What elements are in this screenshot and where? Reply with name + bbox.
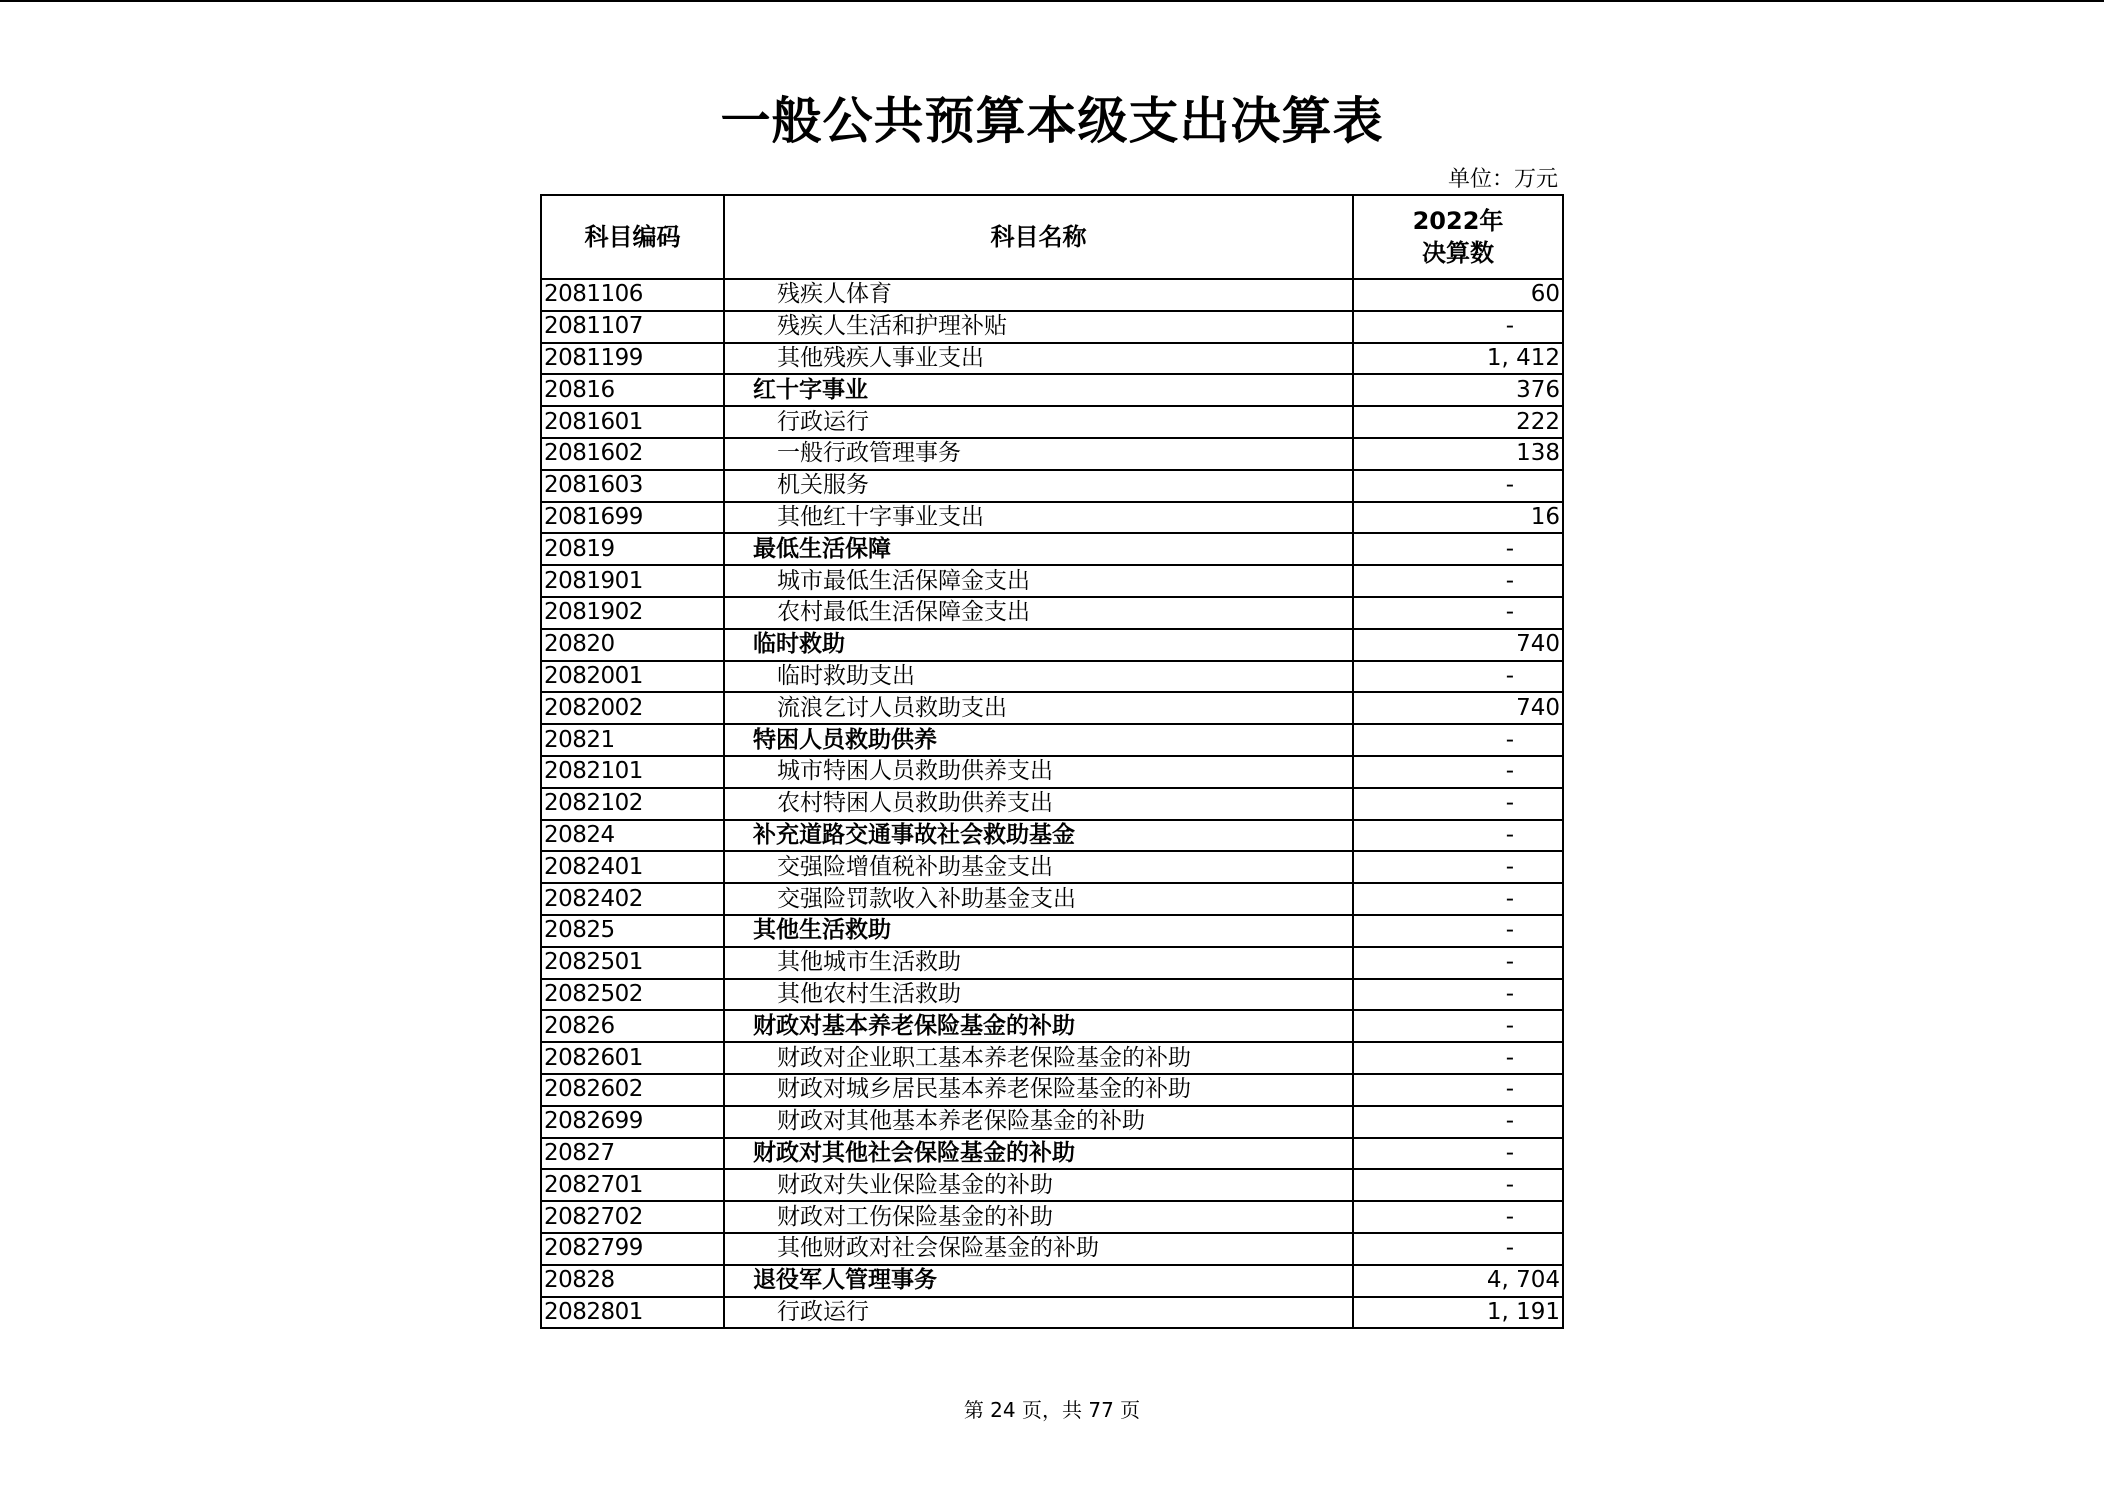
row-name-cell: 财政对失业保险基金的补助 <box>724 1169 1353 1201</box>
table-row <box>541 279 1563 311</box>
row-code-cell: 2082501 <box>541 947 724 979</box>
row-amount-cell: - <box>1353 533 1563 565</box>
row-name-cell: 其他生活救助 <box>724 915 1353 947</box>
row-code-cell: 20819 <box>541 533 724 565</box>
row-name-cell: 财政对工伤保险基金的补助 <box>724 1201 1353 1233</box>
table-row <box>541 406 1563 438</box>
row-code-cell: 20827 <box>541 1138 724 1170</box>
row-amount-cell: 740 <box>1353 692 1563 724</box>
row-code-cell: 2082102 <box>541 788 724 820</box>
row-code-cell: 2081602 <box>541 438 724 470</box>
row-amount-cell: - <box>1353 1233 1563 1265</box>
table-row <box>541 343 1563 375</box>
row-amount-cell: - <box>1353 565 1563 597</box>
table-row <box>541 1106 1563 1138</box>
table-row <box>541 374 1563 406</box>
table-row <box>541 756 1563 788</box>
row-code-cell: 20828 <box>541 1265 724 1297</box>
row-amount-cell: - <box>1353 979 1563 1011</box>
header-name: 科目名称 <box>724 195 1353 279</box>
row-amount-cell: - <box>1353 1138 1563 1170</box>
row-code-cell: 2082699 <box>541 1106 724 1138</box>
table-row <box>541 438 1563 470</box>
row-amount-cell: - <box>1353 1042 1563 1074</box>
table-row <box>541 311 1563 343</box>
row-code-cell: 2082701 <box>541 1169 724 1201</box>
row-code-cell: 20820 <box>541 629 724 661</box>
header-amount-year: 2022年 <box>1412 207 1504 235</box>
row-code-cell: 2082101 <box>541 756 724 788</box>
row-amount-cell: - <box>1353 1201 1563 1233</box>
table-header <box>541 195 1563 279</box>
table-row <box>541 883 1563 915</box>
table-row <box>541 1042 1563 1074</box>
row-name-cell: 其他残疾人事业支出 <box>724 343 1353 375</box>
row-amount-cell: - <box>1353 756 1563 788</box>
row-amount-cell: 138 <box>1353 438 1563 470</box>
table-row <box>541 1138 1563 1170</box>
row-amount-cell: 1, 412 <box>1353 343 1563 375</box>
row-code-cell: 2082799 <box>541 1233 724 1265</box>
row-code-cell: 2081902 <box>541 597 724 629</box>
row-name-cell: 财政对城乡居民基本养老保险基金的补助 <box>724 1074 1353 1106</box>
row-amount-cell: - <box>1353 597 1563 629</box>
row-amount-cell: 1, 191 <box>1353 1297 1563 1329</box>
row-name-cell: 行政运行 <box>724 406 1353 438</box>
row-code-cell: 20826 <box>541 1010 724 1042</box>
row-amount-cell: - <box>1353 820 1563 852</box>
row-name-cell: 最低生活保障 <box>724 533 1353 565</box>
header-code: 科目编码 <box>541 195 724 279</box>
row-amount-cell: - <box>1353 1074 1563 1106</box>
row-name-cell: 临时救助 <box>724 629 1353 661</box>
header-row <box>541 195 1563 279</box>
page-number-text: 第 24 页，共 77 页 <box>963 1398 1141 1422</box>
row-code-cell: 2081106 <box>541 279 724 311</box>
row-code-cell: 2081199 <box>541 343 724 375</box>
row-amount-cell: - <box>1353 311 1563 343</box>
row-code-cell: 2082402 <box>541 883 724 915</box>
row-amount-cell: - <box>1353 1106 1563 1138</box>
row-name-cell: 财政对企业职工基本养老保险基金的补助 <box>724 1042 1353 1074</box>
row-amount-cell: 740 <box>1353 629 1563 661</box>
row-code-cell: 2082801 <box>541 1297 724 1329</box>
table-row <box>541 1169 1563 1201</box>
table-row <box>541 947 1563 979</box>
page-footer <box>0 1396 2104 1424</box>
page-title: 一般公共预算本级支出决算表 <box>720 92 1384 150</box>
top-border-line <box>0 0 2104 2</box>
row-name-cell: 城市最低生活保障金支出 <box>724 565 1353 597</box>
table-row <box>541 629 1563 661</box>
row-amount-cell: 60 <box>1353 279 1563 311</box>
row-name-cell: 一般行政管理事务 <box>724 438 1353 470</box>
row-name-cell: 交强险增值税补助基金支出 <box>724 851 1353 883</box>
row-name-cell: 农村最低生活保障金支出 <box>724 597 1353 629</box>
table-row <box>541 1010 1563 1042</box>
row-amount-cell: - <box>1353 788 1563 820</box>
row-code-cell: 2082602 <box>541 1074 724 1106</box>
table-row <box>541 820 1563 852</box>
row-amount-cell: - <box>1353 851 1563 883</box>
row-code-cell: 2081901 <box>541 565 724 597</box>
row-amount-cell: - <box>1353 883 1563 915</box>
table-row <box>541 1297 1563 1329</box>
row-code-cell: 2081601 <box>541 406 724 438</box>
row-name-cell: 其他红十字事业支出 <box>724 502 1353 534</box>
row-name-cell: 残疾人生活和护理补贴 <box>724 311 1353 343</box>
row-name-cell: 流浪乞讨人员救助支出 <box>724 692 1353 724</box>
table-body <box>541 279 1563 1328</box>
row-amount-cell: - <box>1353 947 1563 979</box>
row-amount-cell: 16 <box>1353 502 1563 534</box>
table-row <box>541 1074 1563 1106</box>
row-amount-cell: - <box>1353 661 1563 693</box>
row-code-cell: 2082601 <box>541 1042 724 1074</box>
row-name-cell: 农村特困人员救助供养支出 <box>724 788 1353 820</box>
row-name-cell: 机关服务 <box>724 470 1353 502</box>
row-code-cell: 2082401 <box>541 851 724 883</box>
header-amount <box>1353 195 1563 279</box>
row-amount-cell: - <box>1353 915 1563 947</box>
row-name-cell: 城市特困人员救助供养支出 <box>724 756 1353 788</box>
row-name-cell: 特困人员救助供养 <box>724 724 1353 756</box>
table-row <box>541 502 1563 534</box>
row-code-cell: 2081107 <box>541 311 724 343</box>
row-name-cell: 交强险罚款收入补助基金支出 <box>724 883 1353 915</box>
row-name-cell: 其他农村生活救助 <box>724 979 1353 1011</box>
table-row <box>541 1265 1563 1297</box>
row-name-cell: 退役军人管理事务 <box>724 1265 1353 1297</box>
table-row <box>541 661 1563 693</box>
row-amount-cell: 4, 704 <box>1353 1265 1563 1297</box>
table-row <box>541 470 1563 502</box>
row-code-cell: 2082702 <box>541 1201 724 1233</box>
row-amount-cell: - <box>1353 1010 1563 1042</box>
table-row <box>541 979 1563 1011</box>
row-code-cell: 20816 <box>541 374 724 406</box>
row-name-cell: 财政对其他社会保险基金的补助 <box>724 1138 1353 1170</box>
unit-label: 单位：万元 <box>1447 167 1558 192</box>
table-row <box>541 533 1563 565</box>
row-name-cell: 其他财政对社会保险基金的补助 <box>724 1233 1353 1265</box>
table-row <box>541 692 1563 724</box>
budget-table <box>540 194 1564 1329</box>
table-row <box>541 851 1563 883</box>
row-name-cell: 财政对其他基本养老保险基金的补助 <box>724 1106 1353 1138</box>
row-name-cell: 其他城市生活救助 <box>724 947 1353 979</box>
table-row <box>541 565 1563 597</box>
table-row <box>541 915 1563 947</box>
row-name-cell: 补充道路交通事故社会救助基金 <box>724 820 1353 852</box>
row-amount-cell: 222 <box>1353 406 1563 438</box>
row-amount-cell: - <box>1353 724 1563 756</box>
row-amount-cell: - <box>1353 1169 1563 1201</box>
header-amount-label: 决算数 <box>1422 239 1494 267</box>
row-amount-cell: 376 <box>1353 374 1563 406</box>
table-row <box>541 1233 1563 1265</box>
row-code-cell: 2081603 <box>541 470 724 502</box>
row-code-cell: 2082001 <box>541 661 724 693</box>
row-name-cell: 红十字事业 <box>724 374 1353 406</box>
row-code-cell: 20821 <box>541 724 724 756</box>
row-name-cell: 财政对基本养老保险基金的补助 <box>724 1010 1353 1042</box>
table-row <box>541 724 1563 756</box>
row-name-cell: 行政运行 <box>724 1297 1353 1329</box>
row-code-cell: 20824 <box>541 820 724 852</box>
row-code-cell: 20825 <box>541 915 724 947</box>
row-code-cell: 2082002 <box>541 692 724 724</box>
row-name-cell: 临时救助支出 <box>724 661 1353 693</box>
table-row <box>541 1201 1563 1233</box>
table-row <box>541 597 1563 629</box>
table-row <box>541 788 1563 820</box>
row-amount-cell: - <box>1353 470 1563 502</box>
row-name-cell: 残疾人体育 <box>724 279 1353 311</box>
row-code-cell: 2081699 <box>541 502 724 534</box>
row-code-cell: 2082502 <box>541 979 724 1011</box>
